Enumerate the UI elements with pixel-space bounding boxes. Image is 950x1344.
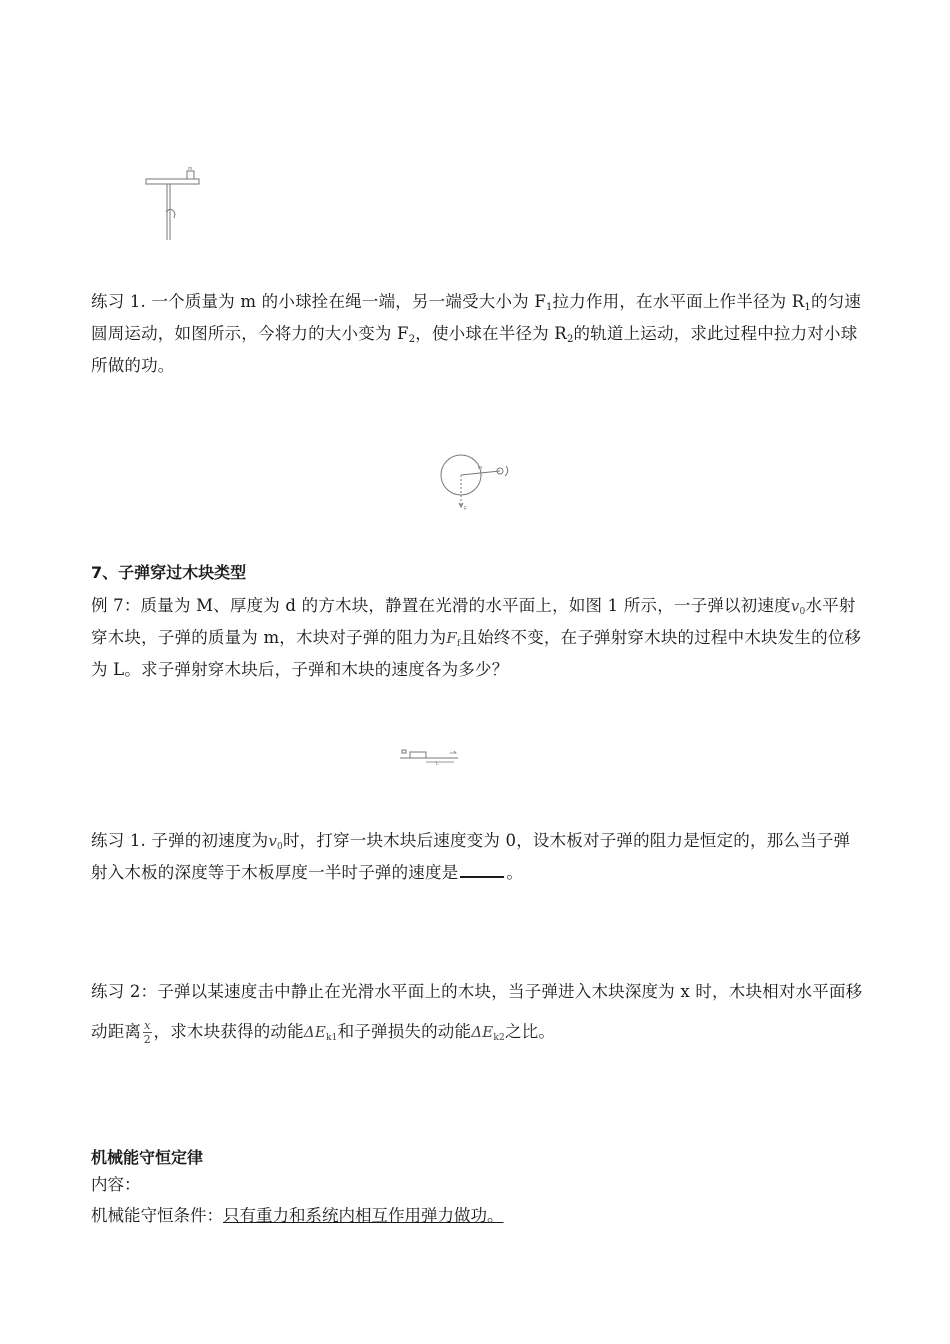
energy-content-label: 内容：: [91, 1175, 141, 1194]
answer-blank: [460, 858, 504, 878]
exercise1-bullet-text: 练习 1. 子弹的初速度为$v_0$时，打穿一块木块后速度变为 0，设木板对子弹的阻力是恒定的，那么当子弹射入木板的深度等于木板厚度一半时子弹的速度是 。: [91, 831, 851, 882]
fig3-length-label: L: [436, 761, 439, 766]
energy-condition-text: 只有重力和系统内相互作用弹力做功。: [223, 1206, 504, 1225]
fig1-mass-label: m: [188, 166, 193, 172]
energy-heading: 机械能守恒定律: [91, 1148, 204, 1167]
energy-condition: 机械能守恒条件：只有重力和系统内相互作用弹力做功。: [91, 1206, 504, 1225]
example7-text: 例 7：质量为 M、厚度为 d 的方木块，静置在光滑的水平面上，如图 1 所示，一子弹以初速度$v_0$水平射穿木块，子弹的质量为 m，木块对子弹的阻力为$F_f$且始终不变，在子弹射穿木块的过程中木块发生的位移为 L。求子弹射穿木块后，子弹和木块的速度各为多少？: [91, 596, 862, 679]
exercise1-ball-text: 练习 1. 一个质量为 m 的小球拴在绳一端，另一端受大小为 $F_1$拉力作用，在水平面上作半径为 $R_1$的匀速圆周运动，如图所示，今将力的大小变为 $F_2$，使小球在半径为 $R_2$的轨道上运动，求此过程中拉力对小球所做的功。: [91, 292, 862, 375]
fig2-mass-label: m: [478, 465, 483, 471]
distance-fraction: $\frac{x}{2}$: [143, 1019, 151, 1046]
fig2-force-label: F: [464, 506, 468, 512]
figure-circular-orbit: [434, 448, 524, 518]
exercise2-bullet-text: 练习 2：子弹以某速度击中静止在光滑水平面上的木块，当子弹进入木块深度为 x 时，木块相对水平面移动距离 $\frac{x}{2}$ ，求木块获得的动能$\Delta E_{k1}$和子弹损失的动能$\Delta E_{k2}$之比。: [91, 982, 863, 1046]
figure-bullet-block: [398, 744, 462, 766]
section7-heading: 7、子弹穿过木块类型: [91, 563, 247, 582]
figure-table-rope: [140, 160, 210, 248]
